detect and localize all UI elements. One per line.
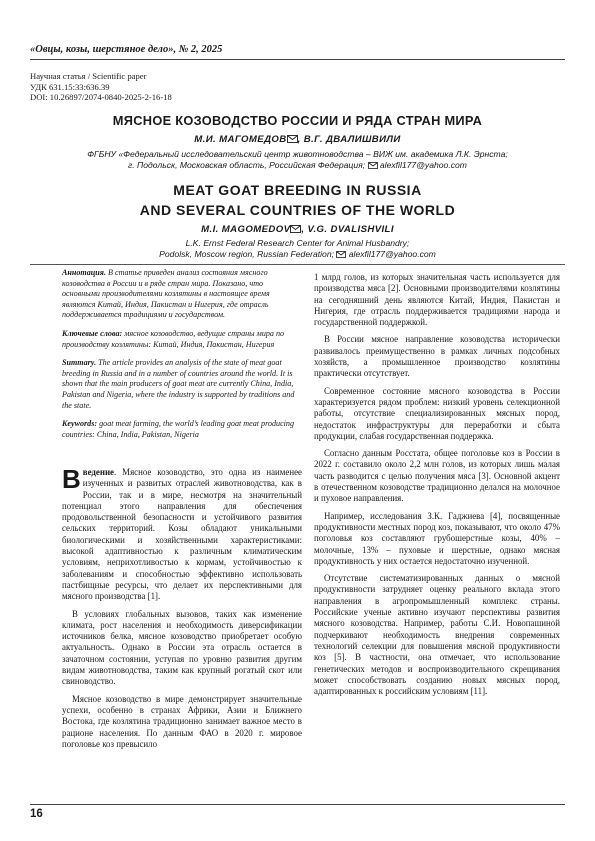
body-paragraph: Согласно данным Росстата, общее поголовье коз в России в 2022 г. составило около 2,2 млн голов, из которых лишь малая часть разводится с целью получения мяса [3]. Основной акцент в отечественном козоводстве традиционно делался на молочное и пуховое направления.	[314, 448, 560, 504]
article-type: Научная статья / Scientific paper	[30, 71, 147, 81]
email-ru: alexfil177@yahoo.com	[379, 160, 467, 171]
envelope-icon	[336, 251, 346, 258]
affiliation-en-line2: Podolsk, Moscow region, Russian Federation; alexfil177@yahoo.com	[159, 249, 436, 260]
body-paragraph: 1 млрд голов, из которых значительная часть используется для производства мяса [2]. Основными производителями козлятины на сегодняшний день являются Китай, Индия, Пакистан и Нигерия, где отрасль поддерживается традициями народа и государственной поддержкой.	[314, 272, 560, 328]
authors-en	[30, 224, 565, 235]
affiliation-en	[30, 238, 565, 260]
affiliation-ru-line2: г. Подольск, Московская область, Российская Федерация; alexfil177@yahoo.com	[128, 160, 467, 171]
body-paragraph: В России мясное направление козоводства исторически развивалось преимущественно в рамках личных подсобных хозяйств, а промышленное производство козлятины практически отсутствует.	[314, 334, 560, 379]
footer-rule	[30, 804, 565, 805]
author-ru-2: , В.Г. ДВАЛИШВИЛИ	[297, 134, 401, 145]
abstract-ru: Аннотация. В статье приведен анализ состояния мясного козоводства в России и в ряде стран мира. Показано, что основными производителями козлятины в настоящее время являются Китай, Индия, Пакистан и Нигерия, где отрасль поддерживается традициями и государством.	[62, 268, 270, 320]
envelope-icon	[368, 162, 378, 169]
author-ru-1: М.И. МАГОМЕДОВ	[194, 134, 287, 145]
drop-cap: В	[62, 464, 81, 494]
abstract-block	[62, 268, 302, 448]
affiliation-ru-line1: ФГБНУ «Федеральный исследовательский центр животноводства – ВИЖ им. академика Л.К. Эрнста;	[87, 149, 508, 159]
author-en-2: , V.G. DVALISHVILI	[301, 224, 394, 235]
body-right-column	[314, 272, 560, 703]
affiliation-ru	[30, 149, 565, 171]
authors-ru	[30, 134, 565, 145]
header-rule	[30, 59, 565, 60]
body-paragraph: В условиях глобальных вызовов, таких как изменение климата, рост населения и необходимость диверсификации источников белка, мясное козоводство приобретает особую актуальность. Однако в России эта отрасль остается в зачаточном состоянии, уступая по уровню развития другим видам животноводства, таким как крупный рогатый скот или свиноводство.	[62, 608, 302, 687]
body-paragraph: Мясное козоводство в мире демонстрирует значительные успехи, особенно в странах Африки, Азии и Ближнего Востока, где козлятина традиционно занимает важное место в рационе населения. По данным ФАО в 2020 г. мировое поголовье коз превысило	[62, 693, 302, 749]
page-number: 16	[30, 808, 43, 820]
keywords-ru: Ключевые слова: мясное козоводство, ведущие страны мира по производству козлятины: Китай, Индия, Пакистан, Нигерия	[62, 328, 285, 349]
article-meta	[30, 71, 172, 103]
journal-header: «Овцы, козы, шерстяное дело», № 2, 2025	[30, 44, 223, 55]
body-paragraph: Современное состояние мясного козоводства в России характеризуется рядом проблем: низкий уровень селекционной работы, отсутствие специализированных мясных пород, недостаток инфраструктуры для переработки и сбыта продукции, слабая государственная поддержка.	[314, 385, 560, 441]
author-en-1: M.I. MAGOMEDOV	[201, 224, 291, 235]
section-rule	[30, 264, 565, 265]
udc-code: УДК 631.15:33:636.39	[30, 81, 110, 92]
doi: DOI: 10.26897/2074-0840-2025-2-16-18	[30, 92, 172, 103]
envelope-icon	[287, 135, 298, 143]
body-paragraph: Отсутствие систематизированных данных о мясной продуктивности затрудняет оценку реального вклада этого направления в агропромышленный комплекс страны. Российские ученые активно изучают перспективы развития мясного козоводства. Например, работы С.И. Новопашиной подчеркивают необходимость внедрения современных технологий селекции для повышения мясной продуктивности коз [5]. В частности, она отмечает, что использование генетических методов и воспроизводительного скрещивания может способствовать созданию новых мясных пород, адаптированных к российским условиям [11].	[314, 573, 560, 697]
body-paragraph: Например, исследования З.К. Гаджиева [4], посвященные продуктивности местных пород коз, показывают, что около 47% поголовья коз составляют грубошерстные козы, 40% – молочные, 13% – пуховые и шерстные, однако мясная продуктивность у них остается недостаточно изученной.	[314, 510, 560, 566]
affiliation-en-line1: L.K. Ernst Federal Research Center for Animal Husbandry;	[185, 238, 410, 248]
email-en: alexfil177@yahoo.com	[348, 249, 436, 260]
intro-lead: ведение	[82, 467, 114, 477]
title-en-line2: AND SEVERAL COUNTRIES OF THE WORLD	[139, 202, 456, 218]
title-en-line1: MEAT GOAT BREEDING IN RUSSIA	[173, 182, 422, 198]
envelope-icon	[290, 225, 301, 233]
title-ru: МЯСНОЕ КОЗОВОДСТВО РОССИИ И РЯДА СТРАН МИРА	[112, 113, 483, 128]
abstract-en: Summary. The article provides an analysis of the state of meat goat breeding in Russia and in a number of countries around the world. It is shown that the main producers of goat meat are currently China, India, Pakistan and Nigeria, where the industry is supported by traditions and the state.	[62, 358, 295, 410]
body-left-column	[62, 464, 302, 756]
intro-paragraph: Введение. Мясное козоводство, это одна из наименее изученных и развитых отраслей животноводства, как в России, так и в мире, несмотря на значительный потенциал этого направления для обеспечения продовольственной безопасности и устойчивого развития сельских территорий. Козы обладают уникальными биологическими и хозяйственными характеристиками: высокой адаптивностью к различным климатическим условиям, неприхотливостью к кормам, устойчивостью к заболеваниям и способностью эффективно использовать пастбищные ресурсы, что делает их перспективными для мясного производства [1].	[62, 464, 302, 602]
keywords-en: Keywords: goat meat farming, the world’s leading goat meat producing countries: China, India, Pakistan, Nigeria	[62, 419, 295, 439]
title-en	[30, 180, 565, 220]
